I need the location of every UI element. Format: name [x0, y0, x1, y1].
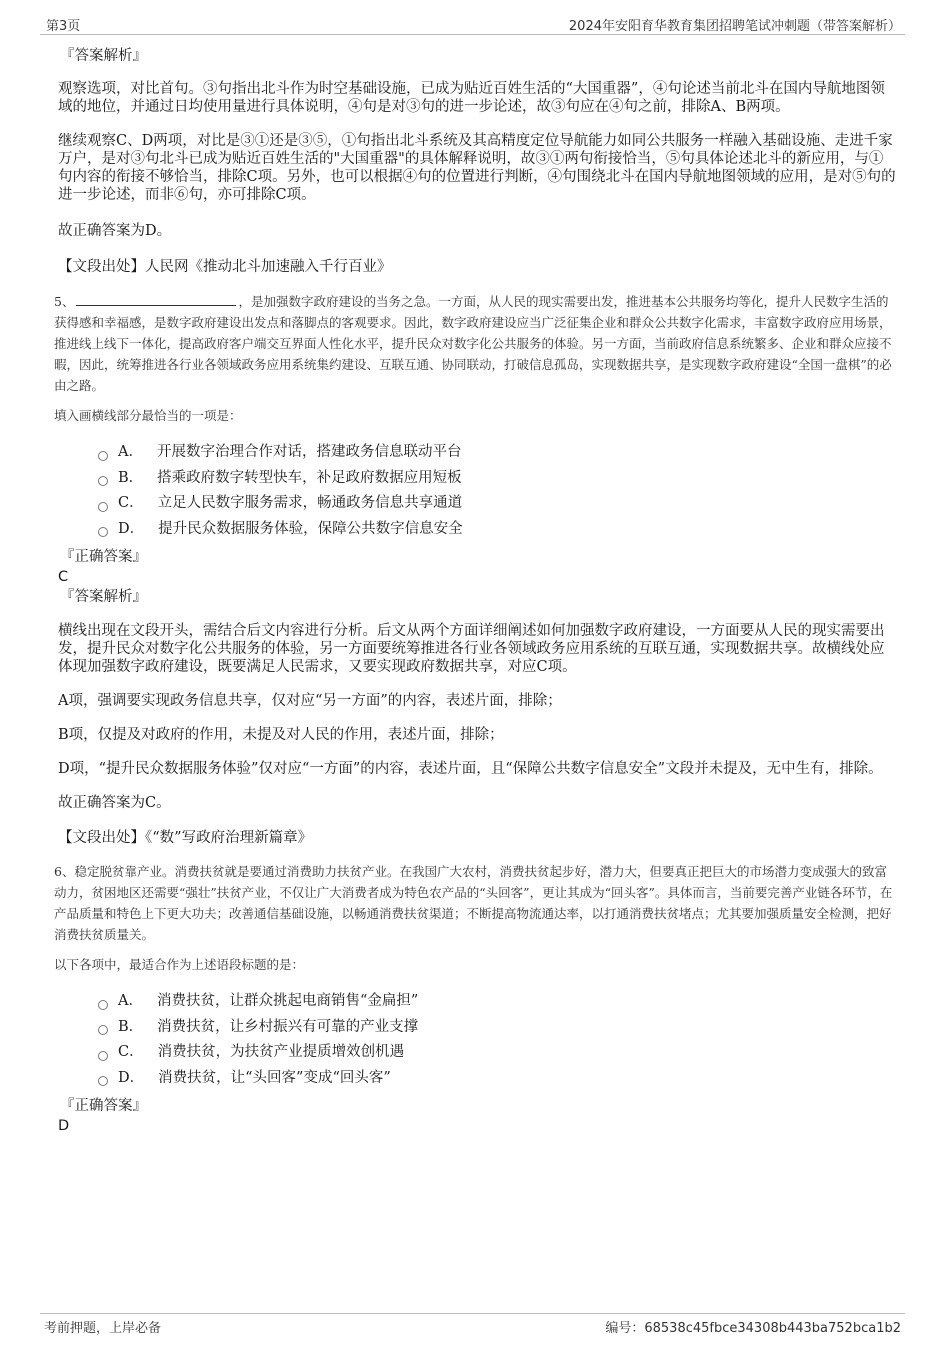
radio-icon[interactable]: [98, 476, 108, 486]
q4-source: 【文段出处】人民网《推动北斗加速融入千行百业》: [58, 259, 392, 275]
option-label: A．: [118, 993, 143, 1009]
footer-slogan: 考前押题，上岸必备: [44, 1321, 162, 1336]
q4-analysis-p1: 观察选项，对比首句。③句指出北斗作为时空基础设施，已成为贴近百姓生活的“大国重器”，④句论述当前北斗在国内导航地图领域的地位，并通过日均使用量进行具体说明，④句是对③句的进一步论述，故③句应在④句之前，排除A、B两项。: [58, 81, 885, 115]
option-text: 消费扶贫，让“头回客”变成“回头客”: [158, 1069, 391, 1086]
page-footer: [40, 1313, 905, 1338]
radio-icon[interactable]: [98, 1051, 108, 1061]
option-label: C．: [118, 495, 144, 511]
option-text: 消费扶贫，让乡村振兴有可靠的产业支撑: [157, 1018, 419, 1035]
q5-option-d[interactable]: [98, 517, 896, 543]
option-text: 消费扶贫，让群众挑起电商销售“金扁担”: [156, 993, 419, 1009]
q6-prompt: 以下各项中，最适合作为上述语段标题的是：: [54, 957, 305, 972]
q6-stem: 6、稳定脱贫靠产业。消费扶贫就是要通过消费助力扶贫产业。在我国广大农村，消费扶贫起步好，潜力大，但要真正把巨大的市场潜力变成强大的致富动力，贫困地区还需要“强壮”扶贫产业，不仅让广大消费者成为特色农产品的“头回客”，更让其成为“回头客”。具体而言，当前要完善产业链各环节，在产品质量和特色上下更大功夫；改善通信基础设施，以畅通消费扶贫渠道；不断提高物流通达率，以打通消费扶贫堵点；尤其要加强质量安全检测，把好消费扶贫质量关。: [54, 864, 893, 942]
q5-analysis-p4: D项，“提升民众数据服务体验”仅对应“一方面”的内容，表述片面，且“保障公共数字信息安全”文段并未提及，无中生有，排除。: [58, 761, 883, 777]
q6-option-a[interactable]: [98, 989, 896, 1015]
q6-correct-answer: D: [58, 1118, 70, 1134]
q4-analysis-p2: 继续观察C、D两项，对比是③①还是③⑤，①句指出北斗系统及其高精度定位导航能力如同公共服务一样融入基础设施、走进千家万户，是对③句北斗已成为贴近百姓生活的"大国重器"的具体解释说明，故③①两句衔接恰当，⑤句具体论述北斗的新应用，与①句内容的衔接不够恰当，排除C项。另外，也可以根据④句的位置进行判断，④句围绕北斗在国内导航地图领域的应用，是对⑤句的进一步论述，而非⑥句，亦可排除C项。: [58, 133, 896, 203]
option-text: 立足人民数字服务需求，畅通政务信息共享通道: [157, 495, 463, 511]
option-label: D．: [118, 1069, 145, 1086]
q6-option-d[interactable]: [98, 1066, 896, 1092]
option-text: 消费扶贫，为扶贫产业提质增效创机遇: [157, 1044, 405, 1060]
q5-option-b[interactable]: [98, 466, 896, 492]
radio-icon[interactable]: [98, 451, 108, 461]
option-label: A．: [118, 444, 143, 460]
q5-analysis-p5: 故正确答案为C。: [58, 795, 171, 811]
q5-blank: [76, 292, 236, 306]
q5-options: [98, 440, 896, 542]
option-label: D．: [118, 520, 145, 537]
radio-icon[interactable]: [98, 527, 108, 537]
q5-number: 5、: [54, 294, 75, 309]
q5-analysis-p2: A项，强调要实现政务信息共享，仅对应“另一方面”的内容，表述片面，排除；: [58, 693, 562, 709]
option-label: C．: [118, 1044, 144, 1060]
q6-correct-label: 『正确答案』: [60, 1098, 147, 1114]
q6-option-b[interactable]: [98, 1015, 896, 1041]
page-header: [40, 12, 905, 35]
page-content: [56, 46, 896, 1136]
q5-source: 【文段出处】《“数”写政府治理新篇章》: [58, 830, 313, 846]
radio-icon[interactable]: [98, 1000, 108, 1010]
option-label: B．: [118, 1018, 144, 1035]
q6-options: [98, 989, 896, 1091]
q5-correct-answer: C: [58, 569, 69, 585]
q4-analysis-label: 『答案解析』: [60, 48, 147, 64]
q6-option-c[interactable]: [98, 1040, 896, 1066]
option-text: 搭乘政府数字转型快车，补足政府数据应用短板: [157, 469, 462, 486]
document-code: 编号：68538c45fbce34308b443ba752bca1b2: [605, 1321, 901, 1336]
radio-icon[interactable]: [98, 1025, 108, 1035]
option-text: 开展数字治理合作对话，搭建政务信息联动平台: [156, 444, 462, 460]
q5-option-c[interactable]: [98, 491, 896, 517]
page-number: 第3页: [46, 19, 81, 34]
q4-analysis-p3: 故正确答案为D。: [58, 223, 172, 239]
q5-stem: [54, 291, 896, 396]
option-label: B．: [118, 469, 144, 486]
q5-option-a[interactable]: [98, 440, 896, 466]
q5-analysis-label: 『答案解析』: [60, 589, 147, 605]
q5-analysis-p1: 横线出现在文段开头，需结合后文内容进行分析。后文从两个方面详细阐述如何加强数字政府建设，一方面要从人民的现实需要出发，提升民众对数字化公共服务的体验，另一方面要统筹推进各行业各领域政务应用系统的互联互通，实现数据共享。故横线处应体现加强数字政府建设，既要满足人民需求，又要实现政府数据共享，对应C项。: [58, 623, 885, 675]
q5-stem-text: ，是加强数字政府建设的当务之急。一方面，从人民的现实需要出发，推进基本公共服务均等化，提升人民数字生活的获得感和幸福感，是数字政府建设出发点和落脚点的客观要求。因此，数字政府建设应当广泛征集企业和群众公共数字化需求，丰富数字政府应用场景，推进线上线下一体化，提高政府客户端交互界面人性化水平，提升民众对数字化公共服务的体验。另一方面，当前政府信息系统繁多、企业和群众应接不暇，因此，统筹推进各行业各领域政务应用系统集约建设、互联互通、协同联动，打破信息孤岛，实现数据共享，是实现数字政府建设“全国一盘棋”的必由之路。: [54, 294, 892, 393]
radio-icon[interactable]: [98, 1076, 108, 1086]
radio-icon[interactable]: [98, 502, 108, 512]
q5-correct-label: 『正确答案』: [60, 549, 147, 565]
q5-analysis-p3: B项，仅提及对政府的作用，未提及对人民的作用，表述片面，排除；: [58, 727, 504, 743]
document-title: 2024年安阳育华教育集团招聘笔试冲刺题（带答案解析）: [568, 19, 901, 34]
q5-prompt: 填入画横线部分最恰当的一项是：: [54, 408, 242, 423]
option-text: 提升民众数据服务体验，保障公共数字信息安全: [158, 520, 463, 537]
